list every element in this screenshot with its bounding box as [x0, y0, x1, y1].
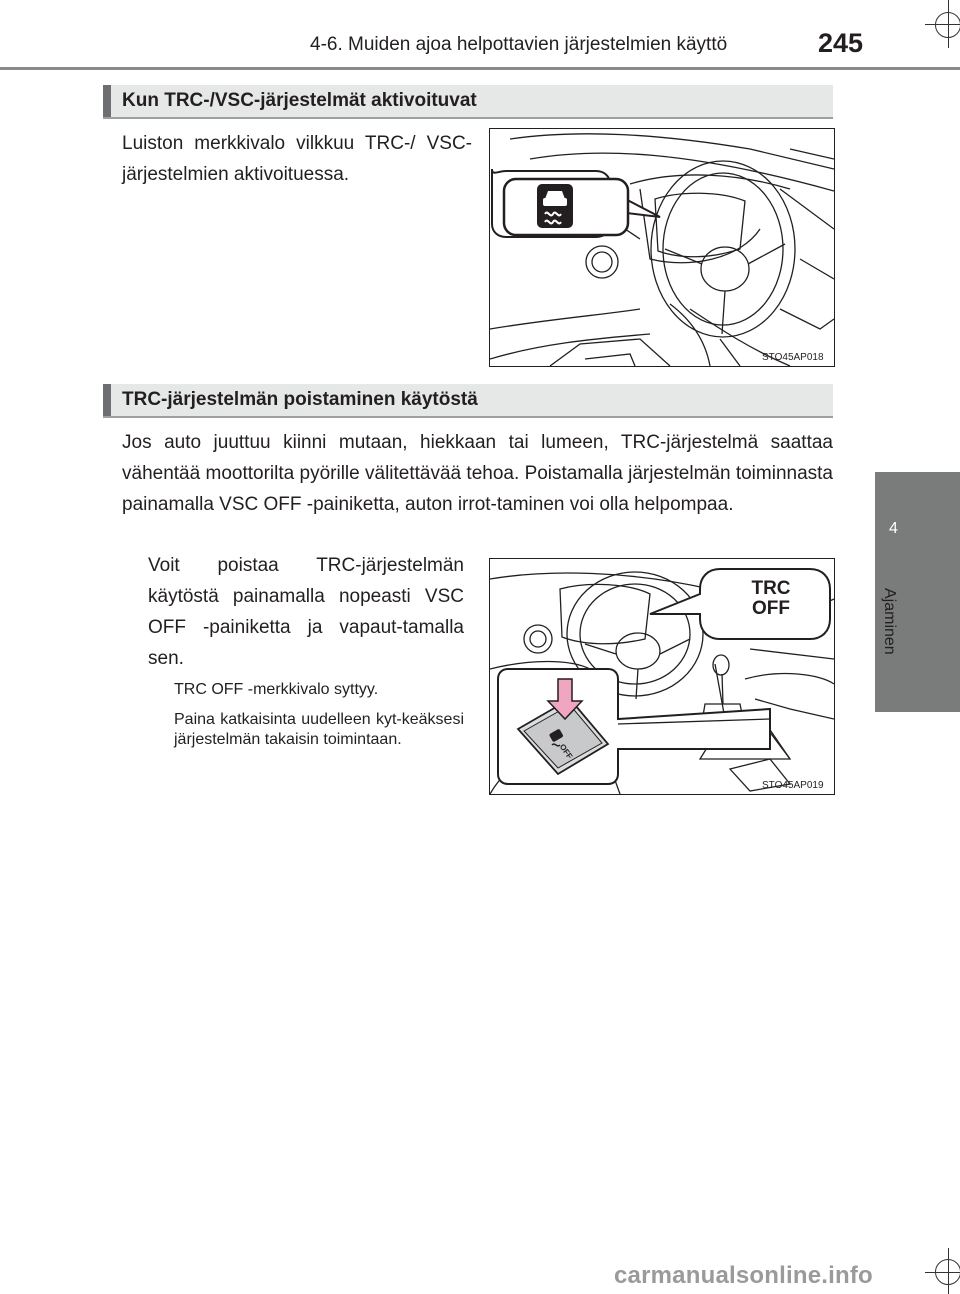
registration-mark: [935, 12, 960, 38]
skid-indicator-icon: [537, 184, 573, 228]
page-number: 245: [818, 28, 864, 58]
heading-bar: [103, 85, 111, 117]
section2-step: Voit poistaa TRC-järjestelmän käytöstä painamalla nopeasti VSC OFF -painiketta ja vapaut-tamalla sen.: [148, 555, 464, 669]
section-heading-trc-disable: [103, 384, 833, 418]
heading-bar: [103, 384, 111, 416]
chapter-title: 4-6. Muiden ajoa helpottavien järjestelmien käyttö: [310, 34, 728, 55]
trc-off-callout: [716, 579, 826, 619]
trc-off-callout-line2: OFF: [752, 598, 790, 619]
header-rule: [0, 67, 960, 70]
registration-mark: [935, 1259, 960, 1285]
dashboard-illustration: [490, 129, 834, 366]
section2-note-indicator: TRC OFF -merkkivalo syttyy.: [174, 681, 379, 698]
section2-note-reactivate: Paina katkaisinta uudelleen kyt-keäksesi järjestelmän takaisin toimintaan.: [174, 711, 464, 748]
section1-text: Luiston merkkivalo vilkkuu TRC-/ VSC-järjestelmien aktivoituessa.: [122, 133, 472, 185]
figure-code: STO45AP018: [762, 352, 824, 363]
figure-vsc-off-button: [489, 558, 835, 795]
section-heading-text: TRC-järjestelmän poistaminen käytöstä: [122, 389, 478, 410]
section-heading-trc-vsc-active: [103, 85, 833, 119]
trc-off-callout-line1: TRC: [751, 578, 791, 599]
chapter-number: 4: [889, 520, 898, 537]
section2-intro: Jos auto juuttuu kiinni mutaan, hiekkaan tai lumeen, TRC-järjestelmä saattaa vähentää moottorilta pyörille välitettävää tehoa. Poistamalla järjestelmän toiminnasta painamalla VSC OFF -painiketta, auton irrot-taminen voi olla helpompaa.: [122, 432, 833, 515]
chapter-label: Ajaminen: [881, 588, 898, 655]
watermark: carmanualsonline.info: [614, 1262, 873, 1289]
vsc-off-button-label: OFF: [557, 742, 575, 761]
figure-dashboard-skid-indicator: [489, 128, 835, 367]
section-heading-text: Kun TRC-/VSC-järjestelmät aktivoituvat: [122, 90, 477, 111]
figure-code: STO45AP019: [762, 780, 824, 791]
